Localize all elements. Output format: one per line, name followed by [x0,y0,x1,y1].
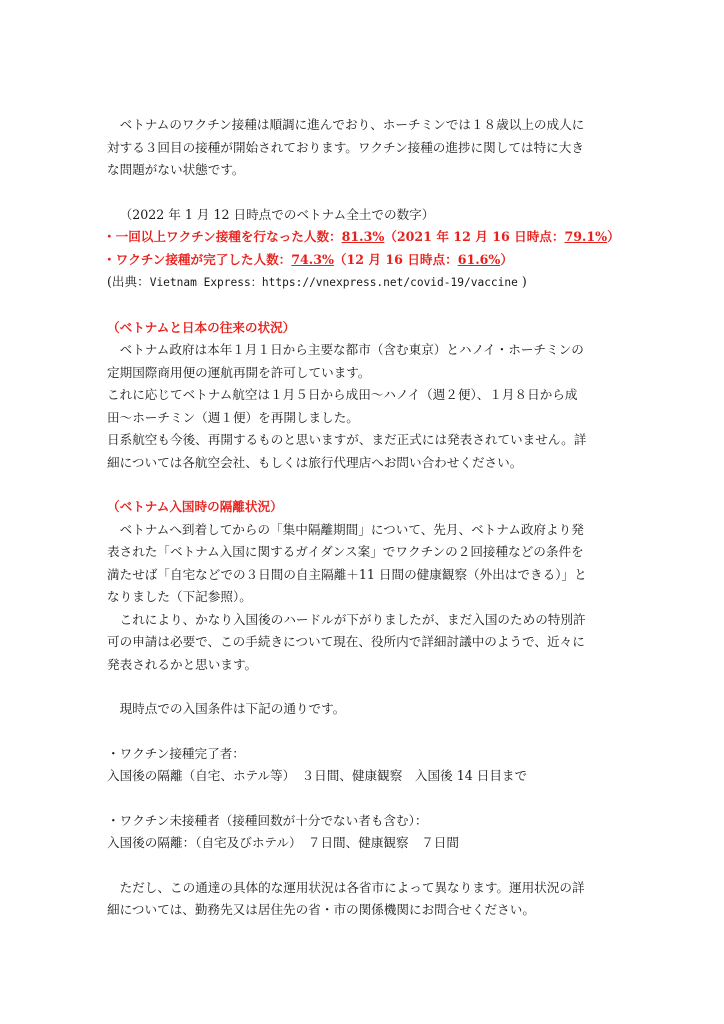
section-line: 細については各航空会社、もしくは旅行代理店へお問い合わせください。 [107,454,523,470]
section-heading: （ベトナムと日本の往来の状況） [107,319,296,335]
stats-row-first-dose [103,226,628,249]
section-line: 定期国際商用便の運航再開を許可しています。 [107,364,371,380]
section-line: ベトナム政府は本年１月１日から主要な都市（含む東京）とハノイ・ホーチミンの [119,342,584,357]
vaccinated-detail: 入国後の隔離（自宅、ホテル等） ３日間、健康観察 入国後 14 日目まで [107,768,528,783]
section-line: なりました（下記参照）。 [107,589,252,604]
section-line: 可の申請は必要で、この手続きについて現在、役所内で詳細討議中のようで、近々に [107,634,585,649]
stats-paren: （12 月 16 日時点： [333,251,458,267]
stats-paren: ） [500,251,513,267]
intro-line: ベトナムのワクチン接種は順調に進んでおり、ホーチミンでは１８歳以上の成人に [119,117,585,132]
stats-value: 81.3% [341,229,385,244]
section-line: 満たせば「自宅などでの３日間の自主隔離＋11 日間の健康観察（外出はできる）」と [107,566,587,582]
conditions-intro: 現時点での入国条件は下記の通りです。 [119,701,346,716]
closing-line: 細については、勤務先又は居住先の省・市の関係機関にお問合せください。 [107,902,535,917]
vaccine-stats-block [103,204,628,295]
stats-source [107,271,628,295]
section-line: 発表されるかと思います。 [107,656,258,672]
stats-paren: ） [607,229,620,244]
source-link[interactable]: Vietnam Express：https://vnexpress.net/covid-19/vaccine [149,276,518,289]
source-suffix: ) [517,274,527,289]
vaccine-intro-paragraph [107,114,628,182]
stats-value: 74.3% [291,251,334,267]
intro-line: 対する３回目の接種が開始されております。ワクチン接種の進捗に関しては特に大き [107,139,584,155]
source-prefix: (出典： [107,274,150,289]
section-line: これにより、かなり入国後のハードルが下がりましたが、まだ入国のための特別許 [119,611,586,627]
quarantine-section [107,496,628,676]
stats-prev-value: 61.6% [457,251,501,267]
stats-prev-value: 79.1% [564,229,608,244]
closing-paragraph [107,877,628,922]
section-line: 日系航空も今後、再開するものと思いますが、まだ正式には発表されていません。詳 [107,432,587,447]
travel-section [107,317,628,475]
stats-label: ・ワクチン接種が完了した人数： [103,251,292,267]
section-heading: （ベトナム入国時の隔離状況） [107,499,283,514]
stats-paren: （2021 年 12 月 16 日時点： [384,229,565,244]
section-line: 田〜ホーチミン（週１便）を再開しました。 [107,409,359,425]
unvaccinated-detail: 入国後の隔離：（自宅及びホテル） ７日間、健康観察 ７日間 [107,835,459,850]
entry-conditions [107,698,628,855]
section-line: これに応じてベトナム航空は１月５日から成田〜ハノイ（週２便）、１月８日から成 [107,387,578,402]
section-line: 表された「ベトナム入国に関するガイダンス案」でワクチンの２回接種などの条件を [107,544,584,559]
stats-caption: （2022 年 1 月 12 日時点でのベトナム全土での数字） [119,206,435,222]
stats-label: ・一回以上ワクチン接種を行なった人数： [103,229,342,244]
unvaccinated-title: ・ワクチン未接種者（接種回数が十分でない者も含む）： [107,812,428,828]
stats-row-completed [103,249,628,272]
section-line: ベトナムへ到着してからの「集中隔離期間」について、先月、ベトナム政府より発 [119,521,584,537]
closing-line: ただし、この通達の具体的な運用状況は各省市によって異なります。運用状況の詳 [119,879,585,895]
vaccinated-title: ・ワクチン接種完了者： [107,745,245,761]
intro-line: な問題がない状態です。 [107,162,245,177]
